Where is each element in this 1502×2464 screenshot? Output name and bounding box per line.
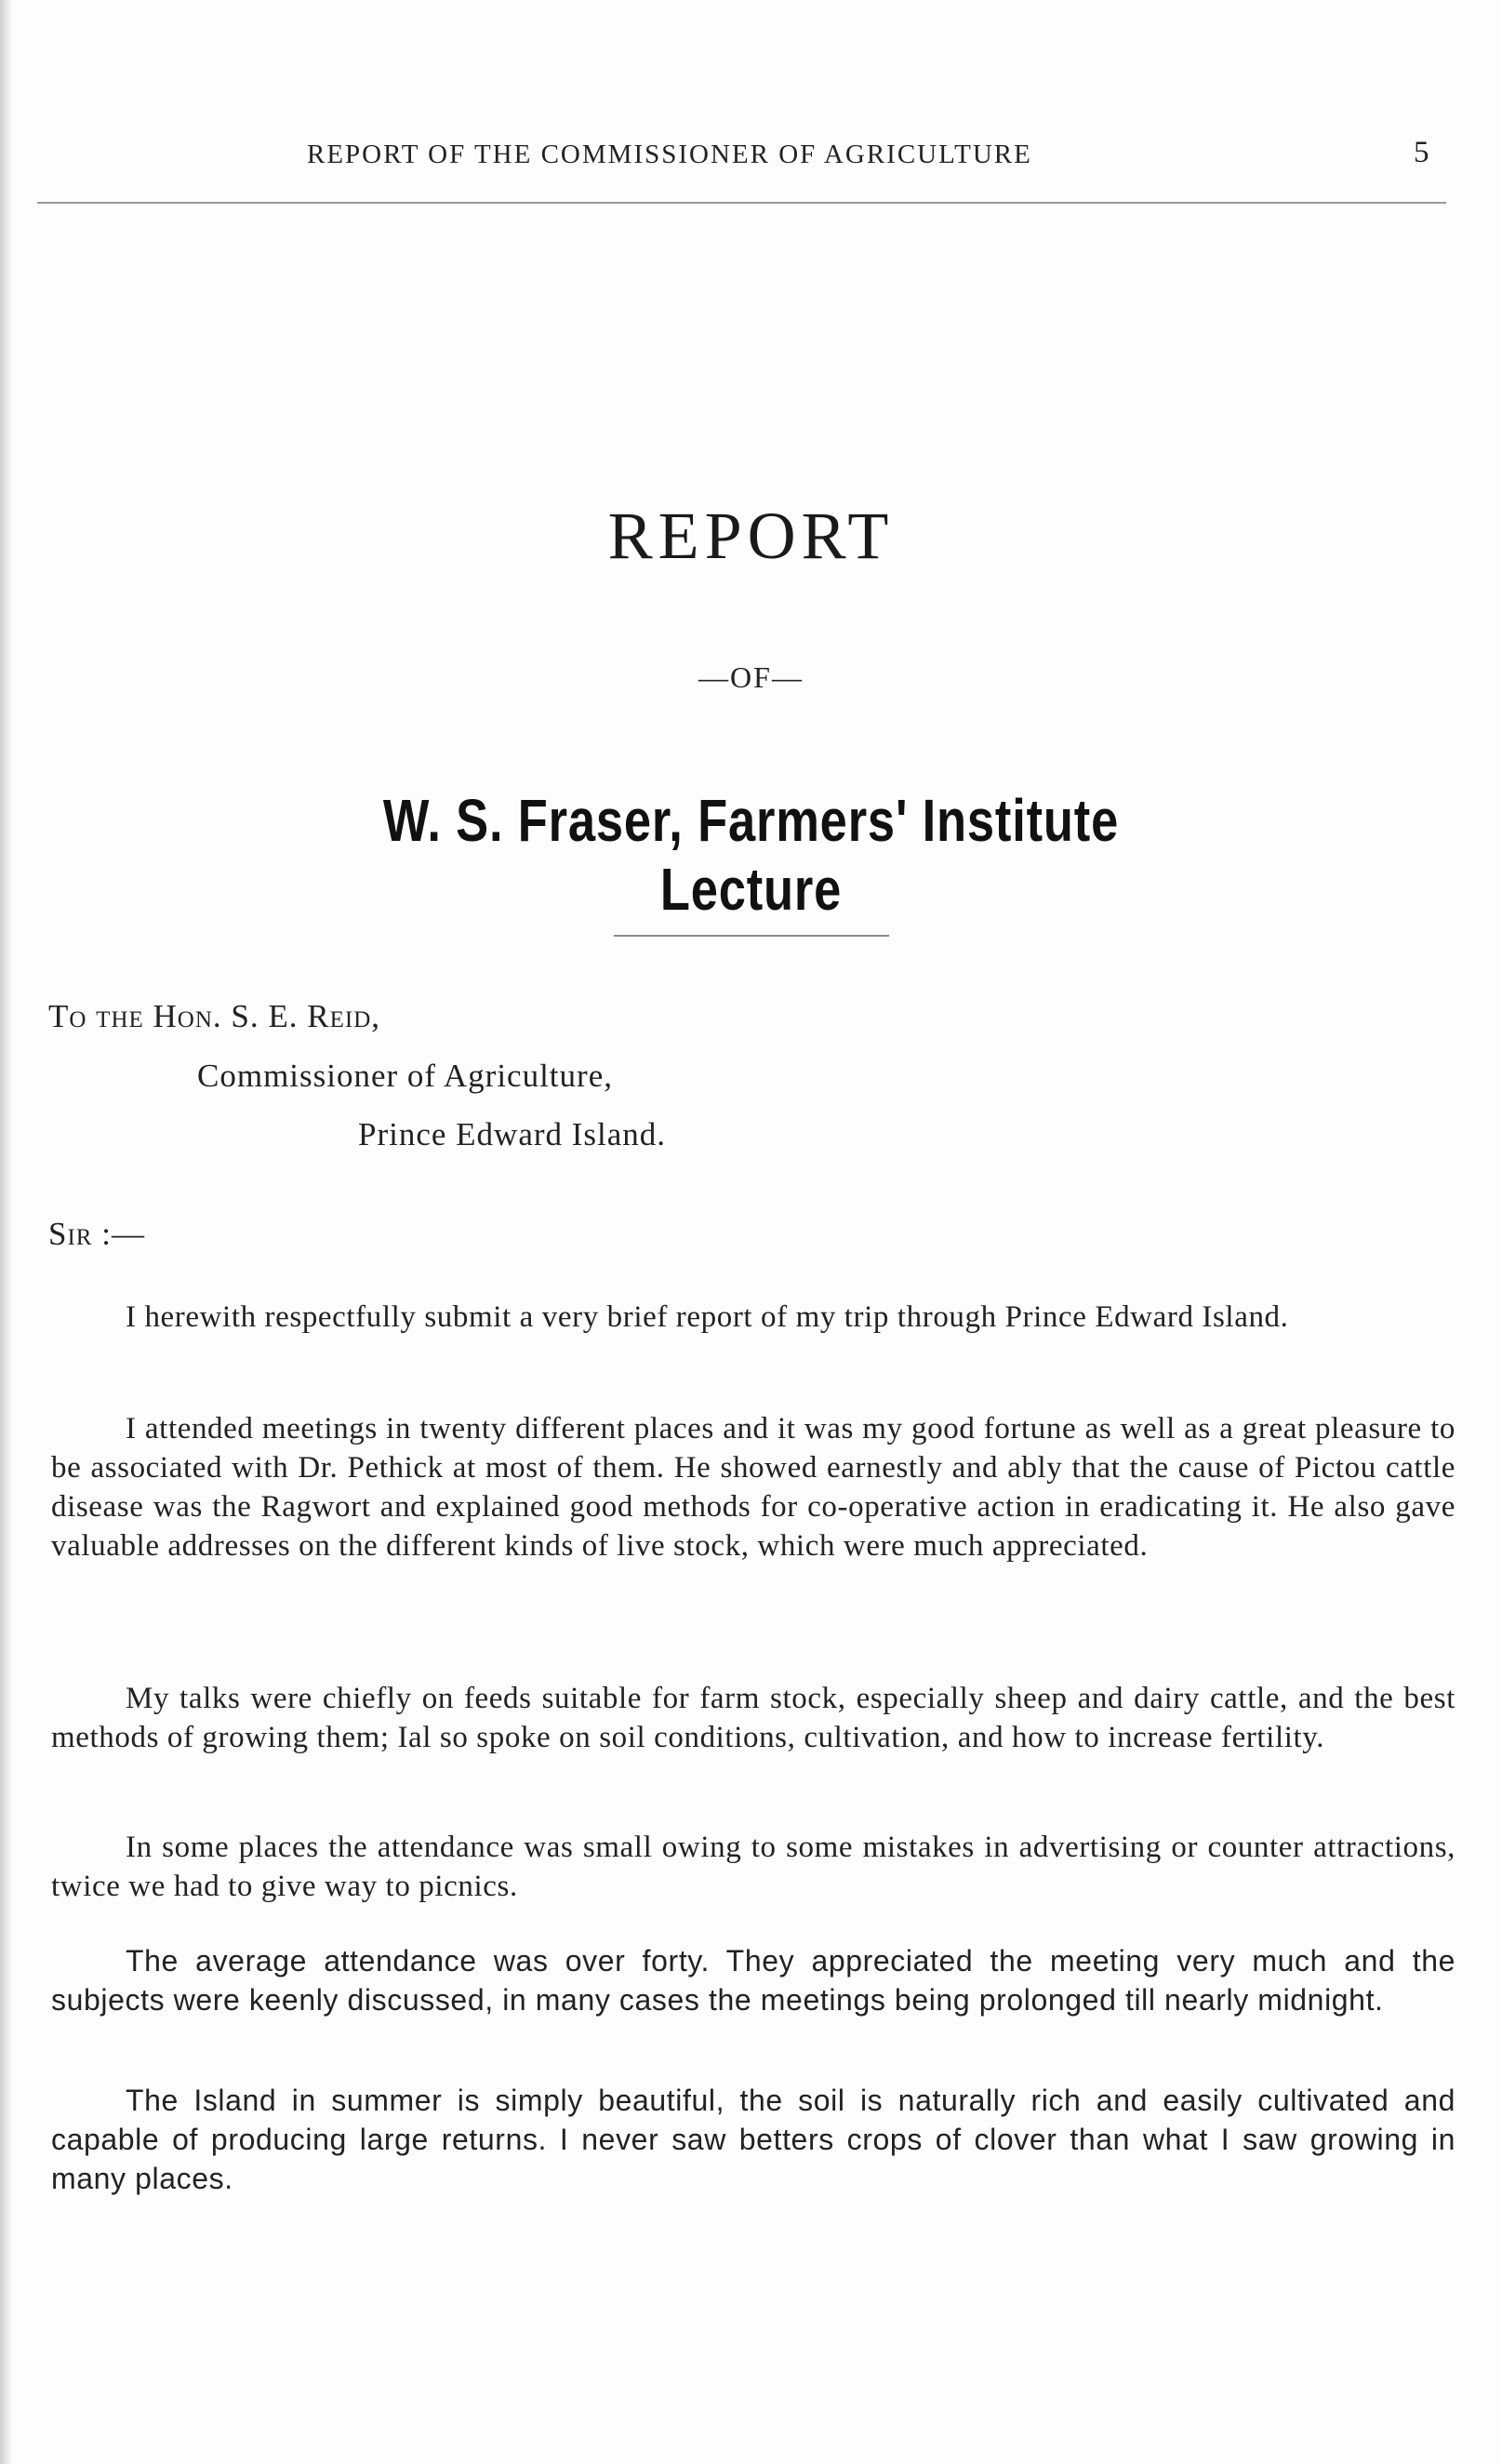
of-line: —OF— [698, 660, 804, 694]
address-line-1 [48, 998, 380, 1035]
paragraph-5: The average attendance was over forty. They appreciated the meeting very much and the subjects were keenly discussed, in many cases the meetings being prolonged till nearly midnight. [51, 1944, 1455, 2017]
paragraph-4: In some places the attendance was small owing to some mistakes in advertising or counter attractions, twice we had to give way to picnics. [51, 1831, 1455, 1903]
paragraph-1: I herewith respectfully submit a very brief report of my trip through Prince Edward Island. [126, 1300, 1289, 1334]
paragraph-2: I attended meetings in twenty different places and it was my good fortune as well as a great pleasure to be associated with Dr. Pethick at most of them. He showed earnestly and ably that the cause of Pictou cattle disease was the Ragwort and explained good methods for co-operative action in eradicating it. He also gave valuable addresses on the different kinds of live stock, which were much appreciated. [51, 1412, 1455, 1563]
report-title: REPORT [607, 499, 895, 573]
address-line-2: Commissioner of Agriculture, [197, 1058, 613, 1094]
paragraph-3: My talks were chiefly on feeds suitable for farm stock, especially sheep and dairy cattle, and the best methods of growing them; Ial so spoke on soil conditions, cultivation, and how to increase fertility. [51, 1682, 1455, 1754]
address-name: Hon. S. E. Reid, [153, 998, 381, 1034]
address-line-3: Prince Edward Island. [358, 1116, 667, 1152]
running-head-title: REPORT OF THE COMMISSIONER OF AGRICULTURE [307, 140, 1032, 169]
page-number: 5 [1414, 136, 1429, 169]
section-rule [614, 935, 889, 937]
header-rule [37, 202, 1446, 204]
address-to: To the [48, 998, 144, 1034]
salutation: Sir :— [48, 1216, 145, 1252]
author-heading: W. S. Fraser, Farmers' Institute Lecture [382, 787, 1120, 923]
paragraph-6: The Island in summer is simply beautiful, the soil is naturally rich and easily cultivated and capable of producing large returns. I never saw betters crops of clover than what I saw growing in many places. [51, 2084, 1455, 2195]
page-edge-shadow [0, 0, 13, 2464]
